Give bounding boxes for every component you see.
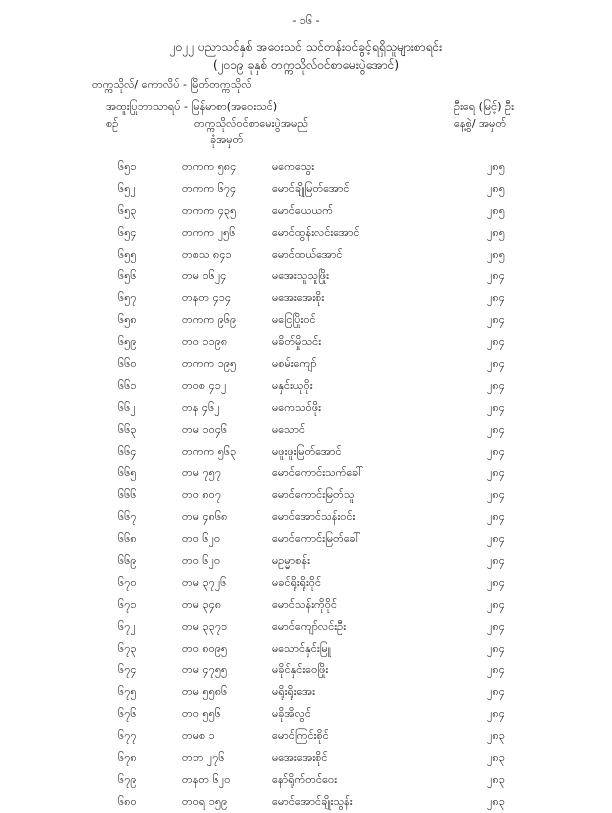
table-row bbox=[0, 397, 612, 419]
table-row bbox=[0, 550, 612, 572]
row-code: ၂၈၄ bbox=[487, 444, 505, 458]
university-context: တက္ကသိုလ်/ ကောလိပ် - မြိတ်တက္ကသိုလ် bbox=[92, 78, 252, 91]
row-no: ၆၆၉ bbox=[118, 554, 137, 568]
row-roll: တမ ၃၇၂၆ bbox=[182, 575, 227, 589]
row-name: မောင်ကောင်းသက်ခေါ် bbox=[272, 466, 364, 480]
row-name: မအေးသူသူဖြိုး bbox=[272, 269, 329, 283]
row-roll: တဝ ၆၂၀ bbox=[182, 554, 221, 568]
column-header-roll: တက္ကသိုလ်ဝင်စာမေးပွဲ bbox=[194, 117, 281, 130]
row-no: ၆၇၄ bbox=[118, 663, 137, 677]
table-row bbox=[0, 725, 612, 747]
column-header-name: အမည် bbox=[281, 117, 309, 130]
table-row bbox=[0, 419, 612, 441]
table-row bbox=[0, 681, 612, 703]
table-row bbox=[0, 769, 612, 791]
row-no: ၆၇၁ bbox=[118, 597, 137, 611]
row-no: ၆၅၄ bbox=[118, 225, 137, 239]
row-roll: တဝ ၅၅၆ bbox=[182, 707, 221, 721]
row-no: ၆၇၈ bbox=[118, 751, 137, 765]
row-code: ၂၈၅ bbox=[487, 160, 505, 173]
row-name: မောင်အောင်ချိုးသွန်း bbox=[272, 794, 353, 808]
table-row bbox=[0, 309, 612, 331]
row-name: မသောင်နှင်းမြူ bbox=[272, 641, 331, 655]
row-no: ၆၅၁ bbox=[118, 160, 137, 173]
row-name: မကေသဝ်ဖိုး bbox=[272, 400, 321, 414]
row-no: ၆၆၈ bbox=[118, 532, 137, 546]
row-code: ၂၈၄ bbox=[487, 488, 505, 502]
row-name: မောင်အောင်သန်းဝင်း bbox=[272, 510, 356, 524]
row-name: မဥမ္မာစန်း bbox=[272, 554, 310, 568]
row-roll: တကက ၆၇၄ bbox=[182, 181, 237, 195]
row-roll: တကက ၁၉၅ bbox=[182, 357, 237, 371]
row-no: ၆၇၇ bbox=[118, 729, 137, 743]
row-roll: တစသ ၈၄၁ bbox=[182, 247, 232, 261]
row-code: ၂၈၄ bbox=[487, 685, 505, 699]
row-no: ၆၇၅ bbox=[118, 685, 137, 699]
row-name: မသောင် bbox=[272, 422, 306, 436]
table-row bbox=[0, 572, 612, 594]
table-row bbox=[0, 703, 612, 725]
row-code: ၂၈၄ bbox=[487, 707, 505, 721]
row-code: ၂၈၄ bbox=[487, 400, 505, 414]
table-row bbox=[0, 638, 612, 660]
row-roll: တဝ ၈၀၉၅ bbox=[182, 641, 228, 655]
row-roll: တနတ ၄၁၄ bbox=[182, 291, 232, 305]
row-name: မခိတ်မှိုသင်း bbox=[272, 335, 321, 349]
row-code: ၂၈၄ bbox=[487, 335, 505, 349]
row-name: နော်ရိုက်တင်ဝေး bbox=[272, 772, 338, 786]
table-row bbox=[0, 287, 612, 309]
row-name: မောင်ထယ်အောင် bbox=[272, 247, 343, 261]
row-roll: တမစ ၁ bbox=[182, 729, 215, 743]
page-number: - ၁၆ - bbox=[292, 14, 320, 27]
row-no: ၆၅၅ bbox=[118, 247, 137, 261]
row-no: ၆၆၂ bbox=[118, 400, 136, 414]
row-name: မခင်ရိုးရိုးဝိုင် bbox=[272, 575, 322, 589]
row-code: ၂၈၄ bbox=[487, 575, 505, 589]
row-roll: တမ ၄၈၆၈ bbox=[182, 510, 228, 524]
row-code: ၂၈၄ bbox=[487, 357, 505, 371]
row-no: ၆၇၆ bbox=[118, 707, 137, 721]
row-name: မောင်ယေယက် bbox=[272, 203, 333, 217]
column-header-roll-line2: ခုံအမှတ် bbox=[210, 133, 244, 146]
row-no: ၆၇၂ bbox=[118, 619, 136, 633]
row-no: ၆၅၉ bbox=[118, 335, 137, 349]
row-roll: တကက ၂၅၆ bbox=[182, 225, 236, 239]
table-row bbox=[0, 222, 612, 244]
document-title: ၂၀၂၂ ပညာသင်နှစ် အဝေးသင် သင်တန်းဝင်ခွင့်ရရှိသူများစာရင်း bbox=[169, 40, 443, 54]
row-code: ၂၈၅ bbox=[487, 247, 505, 261]
document-subtitle: (၂၀၁၉ ခုနှစ် တက္ကသိုလ်ဝင်စာမေးပွဲအောင်) bbox=[212, 58, 400, 72]
row-name: မောင်ချိုမြတ်အောင် bbox=[272, 181, 350, 195]
table-row bbox=[0, 484, 612, 506]
table-row bbox=[0, 791, 612, 813]
row-name: မကေသွေး bbox=[272, 160, 314, 173]
row-code: ၂၈၃ bbox=[487, 794, 505, 808]
row-name: မငြေပြိုးဝင် bbox=[272, 313, 316, 327]
row-roll: တမ ၃၃၇၁ bbox=[182, 619, 228, 633]
table-row bbox=[0, 506, 612, 528]
table-row bbox=[0, 528, 612, 550]
table-row bbox=[0, 200, 612, 222]
count-label: ဦးရေ (မြင့်) ဦး bbox=[454, 100, 514, 113]
row-name: မရိုးရိုးအေး bbox=[272, 685, 315, 699]
row-name: မောင်ကောင်းမြတ်သူ bbox=[272, 488, 355, 502]
row-roll: တနတ ၆၂၀ bbox=[182, 772, 231, 786]
row-name: မစမ်းကျော် bbox=[272, 357, 317, 371]
row-roll: တကက ၉၆၉ bbox=[182, 313, 237, 327]
row-no: ၆၆၇ bbox=[118, 510, 137, 524]
row-code: ၂၈၄ bbox=[487, 510, 505, 524]
column-header-code: နေ့စွဲ/ အမှတ် bbox=[454, 117, 507, 130]
row-roll: တမ ၇၅၇ bbox=[182, 466, 222, 480]
row-code: ၂၈၄ bbox=[487, 466, 505, 480]
row-name: မခိုအိလွင် bbox=[272, 707, 311, 721]
row-roll: တကက ၅၆၃ bbox=[182, 444, 237, 458]
row-no: ၆၆၅ bbox=[118, 466, 137, 480]
row-name: မခိုင်နှင်းဝေဖြိုး bbox=[272, 663, 329, 677]
row-no: ၆၆၀ bbox=[118, 357, 137, 371]
row-roll: တန ၄၆၂ bbox=[182, 400, 220, 414]
row-no: ၆၆၁ bbox=[118, 378, 137, 392]
row-code: ၂၈၅ bbox=[487, 203, 505, 217]
row-name: မောင်ကြင်းစိုင် bbox=[272, 729, 329, 743]
row-name: မောင်ကောင်းမြတ်ခေါ် bbox=[272, 532, 361, 546]
row-code: ၂၈၄ bbox=[487, 378, 505, 392]
row-no: ၆၇၀ bbox=[118, 575, 137, 589]
row-roll: တကက ၅၈၄ bbox=[182, 160, 237, 173]
row-roll: တဝ ၈၀၇ bbox=[182, 488, 222, 502]
row-code: ၂၈၃ bbox=[487, 729, 505, 743]
table-row bbox=[0, 375, 612, 397]
row-code: ၂၈၄ bbox=[487, 554, 505, 568]
row-code: ၂၈၄ bbox=[487, 663, 505, 677]
row-name: မအေးအေးစိုင် bbox=[272, 751, 328, 765]
table-row bbox=[0, 462, 612, 484]
row-code: ၂၈၄ bbox=[487, 313, 505, 327]
column-header-no: စဉ် bbox=[106, 117, 119, 130]
row-name: မောင်ထွန်းလင်းအောင် bbox=[272, 225, 360, 239]
table-row bbox=[0, 244, 612, 266]
table-row bbox=[0, 659, 612, 681]
row-roll: တဝ ၆၂၀ bbox=[182, 532, 221, 546]
row-no: ၆၅၂ bbox=[118, 181, 136, 195]
table-row bbox=[0, 747, 612, 769]
row-no: ၆၈၀ bbox=[118, 794, 137, 808]
row-no: ၆၅၈ bbox=[118, 313, 137, 327]
row-name: မနှင်းယုဝိုး bbox=[272, 378, 313, 392]
row-name: မဖူးဖူးမြတ်အောင် bbox=[272, 444, 342, 458]
row-no: ၆၅၆ bbox=[118, 269, 137, 283]
table-row bbox=[0, 156, 612, 178]
row-no: ၆၇၃ bbox=[118, 641, 137, 655]
row-code: ၂၈၄ bbox=[487, 597, 505, 611]
row-code: ၂၈၃ bbox=[487, 772, 505, 786]
row-roll: တဝရ ၁၅၉ bbox=[182, 794, 228, 808]
row-code: ၂၈၄ bbox=[487, 641, 505, 655]
row-no: ၆၆၆ bbox=[118, 488, 137, 502]
row-name: မအေးအေးစိုး bbox=[272, 291, 325, 305]
table-row bbox=[0, 441, 612, 463]
row-no: ၆၆၄ bbox=[118, 444, 137, 458]
results-table bbox=[0, 156, 612, 813]
row-code: ၂၈၃ bbox=[487, 751, 505, 765]
row-roll: တမ ၁၆၂၄ bbox=[182, 269, 227, 283]
row-roll: တမ ၅၅၈၆ bbox=[182, 685, 228, 699]
row-code: ၂၈၄ bbox=[487, 291, 505, 305]
row-name: မောင်သန်းကိုဝိုင် bbox=[272, 597, 338, 611]
row-roll: တဝစ ၄၁၂ bbox=[182, 378, 227, 392]
row-roll: တမ ၁၀၄၆ bbox=[182, 422, 228, 436]
row-no: ၆၅၇ bbox=[118, 291, 137, 305]
row-no: ၆၇၉ bbox=[118, 772, 137, 786]
row-no: ၆၆၃ bbox=[118, 422, 137, 436]
major-label: အထူးပြုဘာသာရပ် - မြန်မာစာ(အဝေးသင်) bbox=[106, 100, 278, 113]
row-code: ၂၈၅ bbox=[487, 225, 505, 239]
table-row bbox=[0, 616, 612, 638]
table-row bbox=[0, 331, 612, 353]
row-roll: တမ ၄၇၅၅ bbox=[182, 663, 228, 677]
row-roll: တဝ ၁၁၉၈ bbox=[182, 335, 228, 349]
table-row bbox=[0, 265, 612, 287]
table-row bbox=[0, 594, 612, 616]
row-code: ၂၈၅ bbox=[487, 181, 505, 195]
row-roll: တဘ ၂၇၆ bbox=[182, 751, 225, 765]
table-row bbox=[0, 353, 612, 375]
row-no: ၆၅၃ bbox=[118, 203, 137, 217]
row-name: မောင်ကျော်လင်းဦး bbox=[272, 619, 346, 633]
row-code: ၂၈၄ bbox=[487, 619, 505, 633]
row-roll: တမ ၃၄၈ bbox=[182, 597, 222, 611]
row-code: ၂၈၄ bbox=[487, 422, 505, 436]
row-code: ၂၈၄ bbox=[487, 269, 505, 283]
row-roll: တကက ၄၃၅ bbox=[182, 203, 237, 217]
table-row bbox=[0, 178, 612, 200]
row-code: ၂၈၄ bbox=[487, 532, 505, 546]
